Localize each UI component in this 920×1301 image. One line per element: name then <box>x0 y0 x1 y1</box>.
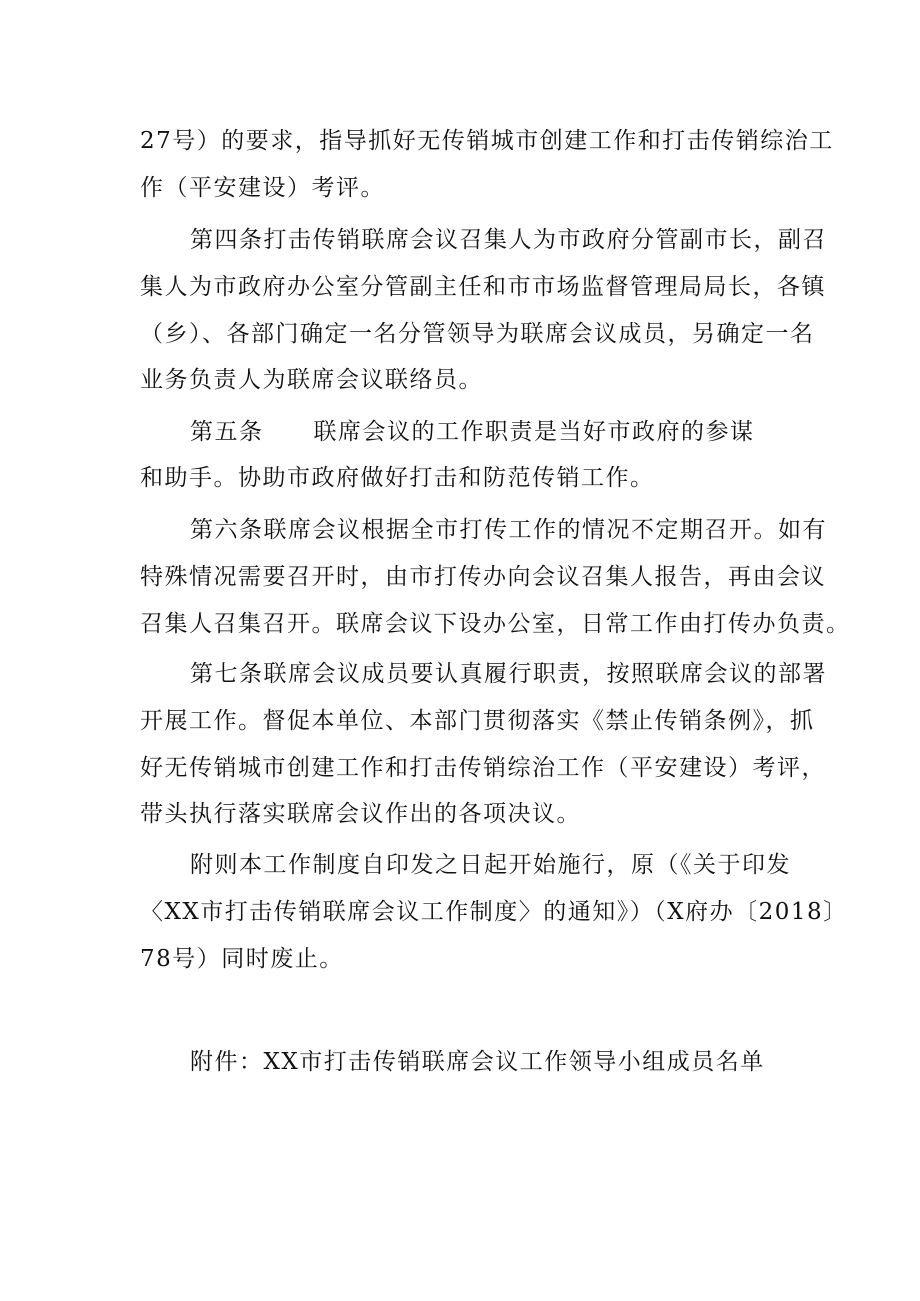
article-5-line-2: 和助手。协助市政府做好打击和防范传销工作。 <box>140 465 655 491</box>
attachment-line: 附件：XX市打击传销联席会议工作领导小组成员名单 <box>190 1049 765 1075</box>
supplementary-line-2: 〈XX市打击传销联席会议工作制度〉的通知》）（X府办〔2018〕 <box>140 899 848 925</box>
article-6-line-3: 召集人召集召开。联席会议下设办公室，日常工作由打传办负责。 <box>140 611 851 637</box>
article-5-text: 联席会议的工作职责是当好市政府的参谋 <box>313 419 755 445</box>
article-7-line-1: 第七条联席会议成员要认真履行职责，按照联席会议的部署 <box>190 661 827 687</box>
article-6-line-2: 特殊情况需要召开时，由市打传办向会议召集人报告，再由会议 <box>140 564 826 590</box>
article-6-line-1: 第六条联席会议根据全市打传工作的情况不定期召开。如有 <box>190 517 827 543</box>
article-7-line-2: 开展工作。督促本单位、本部门贯彻落实《禁止传销条例》，抓 <box>140 708 815 734</box>
article-4-line-2: 集人为市政府办公室分管副主任和市市场监督管理局局长，各镇 <box>140 274 826 300</box>
article-4-line-4: 业务负责人为联席会议联络员。 <box>140 367 483 393</box>
article-5-heading: 第五条 <box>190 419 264 445</box>
article-7-line-4: 带头执行落实联席会议作出的各项决议。 <box>140 801 581 827</box>
article-4-line-3: （乡）、各部门确定一名分管领导为联席会议成员，另确定一名 <box>140 321 815 347</box>
article-7-line-3: 好无传销城市创建工作和打击传销综治工作（平安建设）考评， <box>140 755 826 781</box>
text-line-2: 作（平安建设）考评。 <box>140 175 385 201</box>
supplementary-line-3: 78号）同时废止。 <box>140 946 344 972</box>
article-5-line-1 <box>190 418 755 446</box>
article-4-line-1: 第四条打击传销联席会议召集人为市政府分管副市长，副召 <box>190 227 827 253</box>
text-line-1: 27号）的要求，指导抓好无传销城市创建工作和打击传销综治工 <box>140 128 834 154</box>
supplementary-line-1: 附则本工作制度自印发之日起开始施行，原（《关于印发 <box>190 852 791 878</box>
